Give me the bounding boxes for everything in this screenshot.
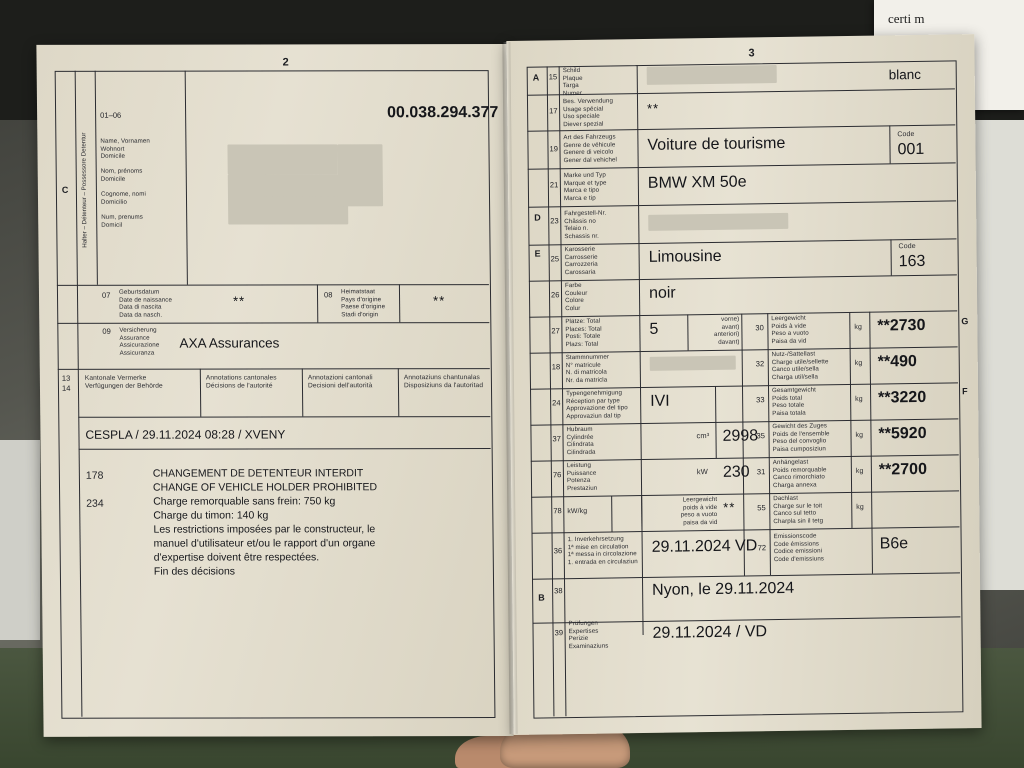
document-number: 00.038.294.377 bbox=[387, 104, 499, 122]
handwritten-note-text: certi m bbox=[888, 11, 925, 26]
remarks-header-de: Kantonale Vermerke Verfügungen der Behörde bbox=[84, 374, 163, 390]
side-code-a: A bbox=[532, 72, 540, 83]
origin-value: ** bbox=[433, 293, 446, 309]
row-26-code: 26 bbox=[550, 290, 560, 300]
row-21-label: Marke und Typ Marque et type Marca e tipo Marca e tip bbox=[563, 171, 607, 202]
payload-value: **490 bbox=[877, 352, 917, 371]
remark-entry-234-line2: Charge du timon: 140 kg bbox=[153, 509, 269, 522]
inspections-label: Prüfungen Expertises Perizie Examinaziuns bbox=[568, 619, 609, 650]
left-side-code-c: C bbox=[61, 184, 69, 195]
row-21-value: BMW XM 50e bbox=[647, 173, 747, 192]
row-17-value: ** bbox=[647, 100, 660, 116]
stamm-number-redaction bbox=[650, 356, 736, 371]
origin-code: 08 bbox=[323, 290, 333, 300]
row-25-label: Karosserie Carrosserie Carrozzeria Carossaria bbox=[564, 245, 598, 276]
remarks-header-fr: Annotations cantonales Décisions de l'autorité bbox=[205, 374, 277, 390]
places-label: Plätze: Total Places: Total Posti: Totale Plazs: Total bbox=[565, 317, 602, 348]
row-23-code: 23 bbox=[550, 216, 559, 226]
roof-load-label: Dachlast Charge sur le toit Canco sul tetto Charpla sin il tetg bbox=[773, 494, 824, 525]
weight-empty-value: **2730 bbox=[877, 316, 926, 335]
kwkg-code: 78 bbox=[553, 506, 562, 516]
type-approval-value: IVI bbox=[650, 392, 670, 410]
power-value: 230 bbox=[722, 463, 750, 481]
remarks-code-13: 13 bbox=[61, 373, 71, 383]
row-26-value: noir bbox=[648, 284, 676, 302]
train-weight-label: Gewicht des Zuges Poids de l'ensemble Peso del convoglio Paisa cumposiziun bbox=[772, 422, 830, 453]
holder-name-redaction bbox=[227, 144, 337, 174]
row-15-code: 15 bbox=[548, 72, 558, 82]
kwkg-label: Leergewicht poids à vide peso a vuoto paisa da vid bbox=[680, 495, 718, 527]
remark-entry-234-line1: Charge remorquable sans frein: 750 kg bbox=[153, 495, 336, 508]
row-21-code: 21 bbox=[549, 180, 559, 190]
weight-empty-unit: kg bbox=[854, 323, 863, 331]
weight-empty-label: Leergewicht Poids à vide Peso a vuoto Paisa da vid bbox=[771, 314, 809, 345]
remark-entry-code-178: 178 bbox=[85, 469, 104, 482]
place-date-code: 38 bbox=[554, 586, 563, 596]
train-weight-code: 35 bbox=[756, 431, 766, 441]
type-approval-label: Typengenehmigung Réception par type Approvazione del tipo Approvaziun dal tip bbox=[566, 389, 628, 420]
first-registration-value: 29.11.2024 VD bbox=[651, 537, 758, 556]
remarks-code-14: 14 bbox=[61, 383, 71, 393]
left-side-vertical-label: Halter – Détenteur – Possessore Detentur bbox=[80, 132, 89, 248]
remark-entry-code-234: 234 bbox=[86, 497, 104, 510]
places-code: 27 bbox=[551, 326, 560, 336]
emission-code-number: 72 bbox=[757, 543, 767, 553]
plate-color-value: blanc bbox=[888, 66, 922, 83]
side-code-d: D bbox=[534, 212, 541, 223]
row-17-label: Bes. Verwendung Usage spécial Uso speciale Diever spezial bbox=[562, 97, 614, 128]
remarks-stamp-line: CESPLA / 29.11.2024 08:28 / XVENY bbox=[85, 427, 286, 442]
payload-unit: kg bbox=[854, 359, 863, 367]
trailer-load-code: 31 bbox=[756, 467, 766, 477]
holder-address-redaction-3 bbox=[337, 144, 383, 206]
row-19-code-value: 001 bbox=[897, 140, 925, 159]
origin-label: Heimatstaat Pays d'origine Paese d'origine Stadi d'origin bbox=[340, 288, 386, 319]
total-weight-code: 33 bbox=[756, 395, 765, 405]
emission-code-value: B6e bbox=[879, 535, 909, 553]
weight-empty-code: 30 bbox=[755, 323, 764, 333]
payload-label: Nutz-/Sattellast Charge utile/sellette Canco utile/sella Charga util/sella bbox=[771, 350, 829, 381]
total-weight-value: **3220 bbox=[878, 388, 927, 407]
row-25-value: Limousine bbox=[648, 247, 722, 266]
birth-code: 07 bbox=[101, 290, 111, 300]
plate-number-redaction bbox=[647, 65, 777, 85]
power-label: Leistung Puissance Potenza Prestaziun bbox=[566, 461, 598, 492]
row-19-value: Voiture de tourisme bbox=[647, 134, 786, 154]
row-17-code: 17 bbox=[549, 106, 558, 116]
page-number-left: 2 bbox=[282, 56, 289, 69]
inspections-value: 29.11.2024 / VD bbox=[652, 623, 768, 642]
row-25-code-value: 163 bbox=[898, 252, 926, 271]
remark-entry-234-line5: d'expertise doivent être respectées. bbox=[153, 551, 320, 564]
birth-label: Geburtsdatum Date de naissance Data di nascita Data da nasch. bbox=[118, 288, 173, 319]
row-25-code: 25 bbox=[550, 254, 560, 264]
power-unit: kW bbox=[696, 467, 708, 477]
remark-entry-234-line6: Fin des décisions bbox=[153, 565, 236, 578]
holder-address-redaction-2 bbox=[228, 196, 348, 224]
stamm-code: 18 bbox=[551, 362, 561, 372]
remark-entry-178-line2: CHANGE OF VEHICLE HOLDER PROHIBITED bbox=[152, 481, 378, 494]
side-code-b: B bbox=[538, 592, 545, 603]
chassis-number-redaction bbox=[648, 213, 788, 231]
first-registration-label: 1. Inverkehrsetzung 1ª mise en circulation 1ª messa in circolazione 1. entrada en circulaziun bbox=[567, 535, 638, 566]
place-date-value: Nyon, le 29.11.2024 bbox=[652, 579, 795, 599]
train-weight-value: **5920 bbox=[878, 424, 927, 443]
insurance-code: 09 bbox=[102, 326, 111, 336]
inspections-code: 39 bbox=[554, 628, 564, 638]
displacement-unit: cm³ bbox=[696, 431, 710, 441]
document-page-left bbox=[36, 44, 513, 737]
type-approval-code: 24 bbox=[552, 398, 561, 408]
train-weight-unit: kg bbox=[855, 431, 864, 439]
kwkg-code-label: kW/kg bbox=[567, 507, 588, 516]
places-front-label: vorne) avant) anteriori) davant) bbox=[713, 315, 740, 346]
row-23-label: Fahrgestell-Nr. Châssis no Telaio n. Schassis nr. bbox=[564, 209, 607, 240]
emission-code-label: Emissionscode Code émissions Codice emissioni Code d'emissiuns bbox=[773, 532, 825, 563]
trailer-load-unit: kg bbox=[855, 467, 864, 475]
side-code-f: F bbox=[962, 386, 968, 397]
payload-code: 32 bbox=[755, 359, 765, 369]
total-weight-label: Gesamtgewicht Poids total Peso totale Paisa totala bbox=[772, 386, 817, 417]
vehicle-registration-document bbox=[24, 29, 991, 747]
document-page-right bbox=[506, 34, 981, 735]
places-value: 5 bbox=[649, 320, 659, 338]
remarks-header-it: Annotazioni cantonali Decisioni dell'autorità bbox=[307, 374, 373, 389]
power-code: 76 bbox=[552, 470, 562, 480]
trailer-load-value: **2700 bbox=[878, 460, 928, 479]
insurance-value: AXA Assurances bbox=[179, 335, 280, 351]
first-registration-code: 36 bbox=[553, 546, 563, 556]
row-26-label: Farbe Couleur Colore Colur bbox=[564, 281, 588, 312]
stamm-label: Stammnummer N° matricule N. di matricola Nr. da matricla bbox=[565, 353, 610, 384]
row-15-label: Schild Plaque Targa Numer bbox=[562, 66, 583, 97]
displacement-label: Hubraum Cylindrée Cilindrata Cilindrada bbox=[566, 425, 596, 456]
row-19-label: Art des Fahrzeugs Genre de véhicule Genere di veicolo Gener dal vehichel bbox=[563, 133, 618, 164]
row-25-code-label: Code bbox=[898, 242, 916, 251]
row-19-code: 19 bbox=[549, 144, 558, 154]
birth-value: ** bbox=[232, 293, 246, 309]
insurance-label: Versicherung Assurance Assicurazione Assicuranza bbox=[119, 326, 160, 357]
side-code-g: G bbox=[961, 316, 969, 327]
trailer-load-label: Anhängelast Poids remorquable Canco rimorchiato Charga annexa bbox=[772, 458, 827, 489]
kwkg-value: ** bbox=[723, 499, 736, 515]
displacement-value: 2998 bbox=[722, 427, 759, 445]
side-code-e: E bbox=[534, 248, 541, 259]
holder-code: 01–06 bbox=[100, 110, 122, 120]
remark-entry-234-line4: manuel d'utilisateur et/ou le rapport d'un organe bbox=[153, 537, 376, 550]
remark-entry-178-line1: CHANGEMENT DE DETENTEUR INTERDIT bbox=[152, 467, 364, 480]
holder-labels: Name, Vornamen Wohnort Domicile Nom, prénoms Domicile Cognome, nomi Domicilio Num, prenums Domicil bbox=[100, 137, 150, 229]
remark-entry-234-line3: Les restrictions imposées par le constructeur, le bbox=[153, 523, 376, 536]
page-number-right: 3 bbox=[748, 47, 755, 60]
displacement-code: 37 bbox=[552, 434, 562, 444]
total-weight-unit: kg bbox=[855, 395, 863, 403]
row-19-code-label: Code bbox=[897, 130, 915, 139]
roof-load-code: 55 bbox=[757, 503, 766, 513]
roof-load-unit: kg bbox=[856, 503, 864, 511]
remarks-header-rm: Annotaziuns chantunalas Disposiziuns da l'autoritad bbox=[403, 374, 484, 389]
